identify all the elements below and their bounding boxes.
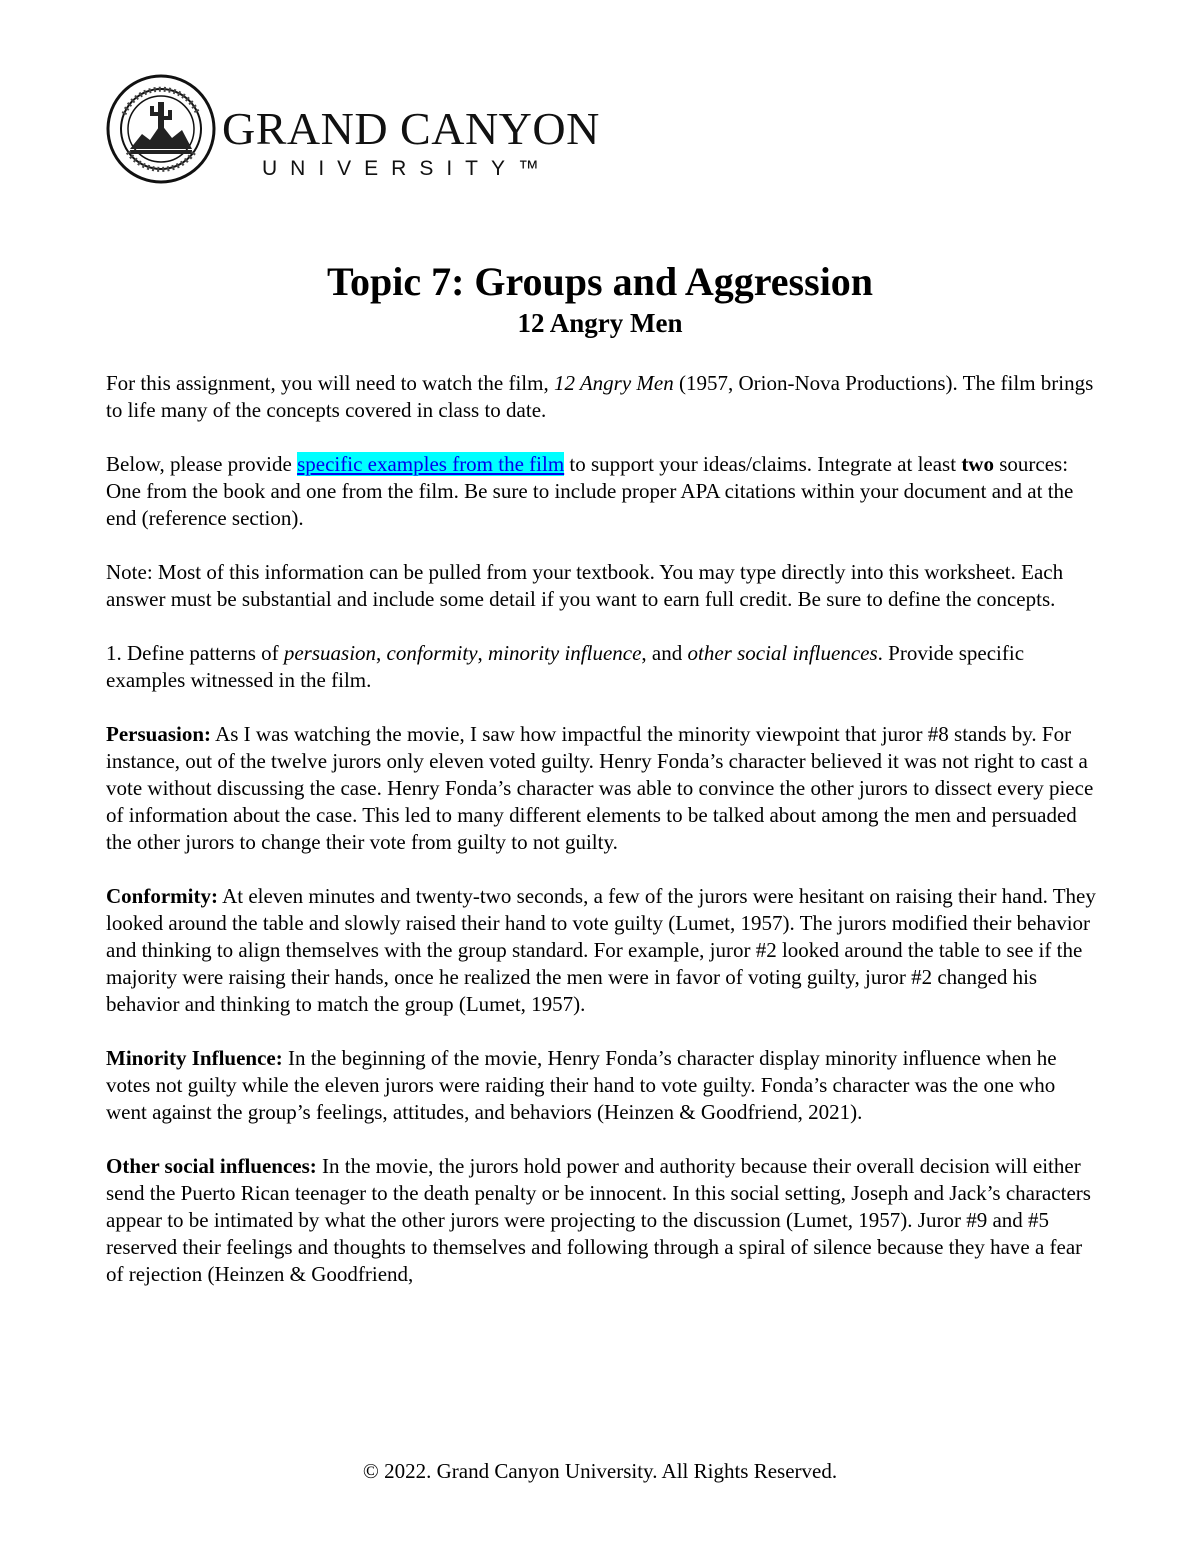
answer-label: Conformity:: [106, 884, 218, 908]
highlighted-link[interactable]: specific examples from the film: [297, 452, 565, 476]
answer-label: Persuasion:: [106, 722, 211, 746]
university-seal-icon: [106, 74, 216, 184]
wordmark-line-2: UNIVERSITY™: [262, 157, 553, 180]
film-title: 12 Angry Men: [553, 371, 674, 395]
question-1: 1. Define patterns of persuasion, conformity, minority influence, and other social influences. Provide specific examples witnessed in the film.: [106, 641, 1025, 692]
note-paragraph: Note: Most of this information can be pulled from your textbook. You may type directly into this worksheet. Each answer must be substantial and include some detail if you want to earn full credit. Be sure to define the concepts.: [106, 560, 1064, 611]
university-wordmark: [222, 103, 600, 180]
page-subtitle: 12 Angry Men: [517, 308, 683, 338]
answer-label: Other social influences:: [106, 1154, 317, 1178]
university-logo: [106, 74, 606, 184]
intro-paragraph: For this assignment, you will need to watch the film, 12 Angry Men (1957, Orion-Nova Productions). The film brings to life many of the concepts covered in class to date.: [106, 371, 1094, 422]
answer-conformity: Conformity: At eleven minutes and twenty-two seconds, a few of the jurors were hesitant on raising their hand. They looked around the table and slowly raised their hand to vote guilty (Lumet, 1957). The jurors modified their behavior and thinking to align themselves with the group standard. For example, juror #2 looked around the table to see if the majority were raising their hands, once he realized the men were in favor of voting guilty, juror #2 changed his behavior and thinking to match the group (Lumet, 1957).: [106, 884, 1096, 1016]
instructions-paragraph: Below, please provide specific examples from the film to support your ideas/claims. Integrate at least two sources: One from the book and one from the film. Be sure to include proper APA citations within your document and at the end (reference section).: [106, 452, 1074, 530]
page-title: Topic 7: Groups and Aggression: [326, 259, 874, 304]
document-body: [106, 370, 1101, 1315]
copyright-footer: © 2022. Grand Canyon University. All Rights Reserved.: [362, 1459, 838, 1483]
answer-label: Minority Influence:: [106, 1046, 283, 1070]
answer-persuasion: Persuasion: As I was watching the movie, I saw how impactful the minority viewpoint that juror #8 stands by. For instance, out of the twelve jurors only eleven voted guilty. Henry Fonda’s character believed it was not right to cast a vote without discussing the case. Henry Fonda’s character was able to convince the other jurors to dissect every piece of information about the case. This led to many different elements to be talked about among the men and persuaded the other jurors to change their vote from guilty to not guilty.: [106, 722, 1094, 854]
answer-other-social-influences: Other social influences: In the movie, the jurors hold power and authority because their overall decision will either send the Puerto Rican teenager to the death penalty or be innocent. In this social setting, Joseph and Jack’s characters appear to be intimated by what the other jurors were projecting to the discussion (Lumet, 1957). Juror #9 and #5 reserved their feelings and thoughts to themselves and following through a spiral of silence because they have a fear of rejection (Heinzen & Goodfriend,: [106, 1154, 1091, 1286]
wordmark-line-1: GRAND CANYON: [222, 103, 600, 154]
answer-minority-influence: Minority Influence: In the beginning of the movie, Henry Fonda’s character display minority influence when he votes not guilty while the eleven jurors were raiding their hand to vote guilty. Fonda’s character was the one who went against the group’s feelings, attitudes, and behaviors (Heinzen & Goodfriend, 2021).: [106, 1046, 1057, 1124]
